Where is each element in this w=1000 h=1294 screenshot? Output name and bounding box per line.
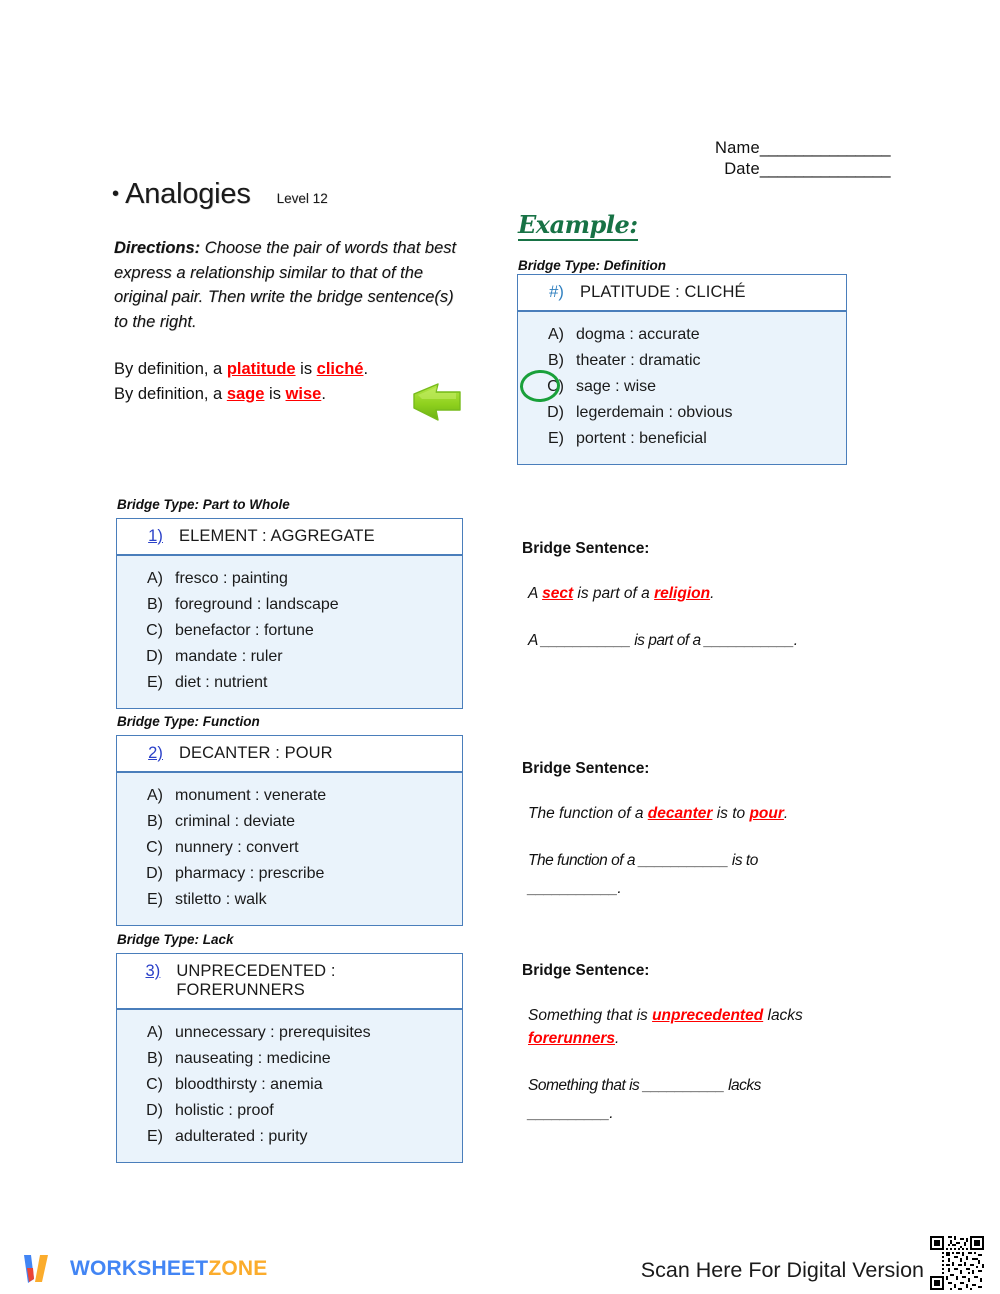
option-text: pharmacy : prescribe xyxy=(175,865,325,882)
option-letter: E) xyxy=(147,1128,163,1145)
option-row[interactable] xyxy=(117,670,462,696)
option-letter: C) xyxy=(146,1076,163,1093)
bridge-sentence-blank-line[interactable]: Something that is __________ lacks __________. xyxy=(528,1077,761,1122)
sentence-pre: A xyxy=(528,585,543,602)
directions-paragraph xyxy=(114,236,464,334)
worksheet-zone-logo[interactable] xyxy=(20,1252,267,1286)
bridge-sentence-blank-line[interactable]: The function of a ___________ is to ___________. xyxy=(528,852,758,897)
bridge-sentence-example xyxy=(522,802,842,825)
date-label: Date xyxy=(724,160,760,178)
bridge-sentence-blank-line[interactable]: A ___________ is part of a ___________. xyxy=(528,632,798,649)
option-letter: C) xyxy=(518,374,564,400)
sentence-pre: By definition, a xyxy=(114,360,227,378)
question-1-bridge-type: Bridge Type: Part to Whole xyxy=(117,497,290,512)
date-field-row xyxy=(600,159,890,180)
option-text: portent : beneficial xyxy=(576,430,707,447)
option-letter: B) xyxy=(147,813,163,830)
option-row[interactable] xyxy=(117,783,462,809)
option-text: nunnery : convert xyxy=(175,839,299,856)
option-row[interactable] xyxy=(117,835,462,861)
option-text: mandate : ruler xyxy=(175,648,283,665)
green-arrow-icon xyxy=(412,380,464,424)
question-1-box xyxy=(116,518,463,709)
option-text: theater : dramatic xyxy=(576,352,701,369)
page-title-text: Analogies xyxy=(125,178,251,210)
question-3-bridge-sentence-group xyxy=(522,962,842,1128)
question-3-box xyxy=(116,953,463,1163)
sentence-mid: is xyxy=(264,384,286,403)
option-row[interactable] xyxy=(117,861,462,887)
option-row[interactable] xyxy=(518,400,846,426)
question-2-stem: DECANTER : POUR xyxy=(179,744,333,762)
example-question-stem: PLATITUDE : CLICHÉ xyxy=(580,283,746,301)
question-3-bridge-type: Bridge Type: Lack xyxy=(117,932,234,947)
option-row[interactable] xyxy=(117,809,462,835)
option-text: nauseating : medicine xyxy=(175,1050,331,1067)
example-question-header xyxy=(518,275,846,312)
scan-instruction-text: Scan Here For Digital Version xyxy=(640,1258,924,1282)
example-bridge-type: Bridge Type: Definition xyxy=(518,258,666,273)
option-row[interactable] xyxy=(117,592,462,618)
option-letter: E) xyxy=(147,674,163,691)
question-1-number: 1) xyxy=(148,527,163,545)
option-row[interactable] xyxy=(117,1046,462,1072)
option-letter: B) xyxy=(548,352,564,369)
option-text: legerdemain : obvious xyxy=(576,404,733,421)
option-row[interactable] xyxy=(518,348,846,374)
question-2-option-list xyxy=(117,773,462,925)
sentence-post: . xyxy=(615,1030,620,1047)
sentence-post: . xyxy=(321,384,326,403)
directions-text: Choose the pair of words that best express a relationship similar to that of the original pair. Then write the bridge sentence(s) to the right. xyxy=(114,239,457,331)
example-question-box xyxy=(517,274,847,465)
bridge-sentence-example xyxy=(522,582,842,605)
option-text: stiletto : walk xyxy=(175,891,267,908)
name-date-block xyxy=(600,138,890,180)
worksheet-zone-logo-icon xyxy=(20,1252,62,1286)
option-letter: D) xyxy=(146,865,163,882)
option-row-selected[interactable] xyxy=(518,374,846,400)
sentence-keyword: sect xyxy=(542,585,574,602)
option-letter: D) xyxy=(146,648,163,665)
bridge-sentence-title: Bridge Sentence: xyxy=(522,760,650,777)
sentence-keyword: unprecedented xyxy=(652,1007,764,1024)
option-text: benefactor : fortune xyxy=(175,622,314,639)
example-question-number: #) xyxy=(549,283,564,301)
sentence-mid: is to xyxy=(712,805,750,822)
sentence-keyword: platitude xyxy=(226,360,296,378)
option-text: holistic : proof xyxy=(175,1102,274,1119)
option-text: unnecessary : prerequisites xyxy=(175,1024,371,1041)
option-letter: B) xyxy=(147,1050,163,1067)
option-letter: A) xyxy=(147,570,163,587)
option-text: bloodthirsty : anemia xyxy=(175,1076,323,1093)
option-letter: A) xyxy=(147,1024,163,1041)
sentence-keyword: cliché xyxy=(316,360,364,378)
option-letter: C) xyxy=(146,622,163,639)
example-sentence-1 xyxy=(114,357,474,382)
option-text: dogma : accurate xyxy=(576,326,700,343)
question-3-number: 3) xyxy=(145,962,161,980)
question-1-stem: ELEMENT : AGGREGATE xyxy=(179,527,375,545)
option-letter: A) xyxy=(147,787,163,804)
option-letter: E) xyxy=(147,891,163,908)
option-text: sage : wise xyxy=(576,378,657,395)
bridge-sentence-example xyxy=(522,1004,842,1050)
logo-word-worksheet: WORKSHEET xyxy=(70,1257,209,1280)
date-write-line[interactable]: _______________ xyxy=(759,160,890,178)
name-label: Name xyxy=(715,139,760,157)
title-block xyxy=(112,178,328,211)
example-heading: Example: xyxy=(518,210,638,239)
sentence-post: . xyxy=(783,805,789,822)
question-2-number: 2) xyxy=(148,744,163,762)
sentence-keyword: sage xyxy=(226,384,265,403)
sentence-keyword: wise xyxy=(285,384,322,403)
option-text: adulterated : purity xyxy=(175,1128,308,1145)
directions-label: Directions: xyxy=(114,239,201,257)
name-write-line[interactable]: _______________ xyxy=(759,139,890,157)
question-3-option-list xyxy=(117,1010,462,1162)
option-row[interactable] xyxy=(518,322,846,348)
option-text: diet : nutrient xyxy=(175,674,268,691)
sentence-mid: is part of a xyxy=(573,585,655,602)
option-letter: B) xyxy=(147,596,163,613)
option-row[interactable] xyxy=(117,1124,462,1150)
option-row[interactable] xyxy=(117,644,462,670)
question-3-stem: UNPRECEDENTED : FORERUNNERS xyxy=(176,962,336,999)
page-title xyxy=(112,178,251,211)
sentence-pre: Something that is xyxy=(528,1007,653,1024)
question-3-header xyxy=(117,954,462,1010)
question-1-header xyxy=(117,519,462,556)
bridge-sentence-title: Bridge Sentence: xyxy=(522,540,650,557)
logo-wordmark xyxy=(70,1257,267,1281)
option-letter: D) xyxy=(547,404,564,421)
sentence-post: . xyxy=(363,360,369,378)
question-2-header xyxy=(117,736,462,773)
option-letter: E) xyxy=(548,430,564,447)
option-letter: A) xyxy=(548,326,564,343)
question-2-bridge-sentence-group xyxy=(522,760,842,903)
option-text: monument : venerate xyxy=(175,787,327,804)
option-letter: C) xyxy=(146,839,163,856)
sentence-mid: lacks xyxy=(763,1007,803,1024)
option-row[interactable] xyxy=(117,1098,462,1124)
option-text: criminal : deviate xyxy=(175,813,296,830)
option-letter: D) xyxy=(146,1102,163,1119)
bridge-sentence-title: Bridge Sentence: xyxy=(522,962,650,979)
sentence-pre: The function of a xyxy=(528,805,648,822)
option-row[interactable] xyxy=(117,566,462,592)
sentence-keyword: decanter xyxy=(647,805,713,822)
question-2-bridge-type: Bridge Type: Function xyxy=(117,714,260,729)
qr-code-icon[interactable] xyxy=(928,1234,986,1292)
sentence-keyword: pour xyxy=(749,805,784,822)
sentence-keyword: religion xyxy=(654,585,711,602)
sentence-mid: is xyxy=(295,360,317,378)
bullet-icon: • xyxy=(112,183,119,205)
question-1-option-list xyxy=(117,556,462,708)
option-text: fresco : painting xyxy=(175,570,288,587)
logo-word-zone: ZONE xyxy=(208,1257,268,1280)
option-row[interactable] xyxy=(117,887,462,913)
sentence-keyword: forerunners xyxy=(528,1030,615,1047)
name-field-row xyxy=(600,138,890,159)
option-row[interactable] xyxy=(518,426,846,452)
example-option-list xyxy=(518,312,846,464)
question-1-bridge-sentence-group xyxy=(522,540,842,655)
sentence-pre: By definition, a xyxy=(114,384,227,403)
sentence-post: . xyxy=(710,585,715,602)
option-row[interactable] xyxy=(117,1072,462,1098)
option-row[interactable] xyxy=(117,618,462,644)
option-text: foreground : landscape xyxy=(175,596,339,613)
question-2-box xyxy=(116,735,463,926)
option-row[interactable] xyxy=(117,1020,462,1046)
level-label: Level 12 xyxy=(276,191,328,206)
